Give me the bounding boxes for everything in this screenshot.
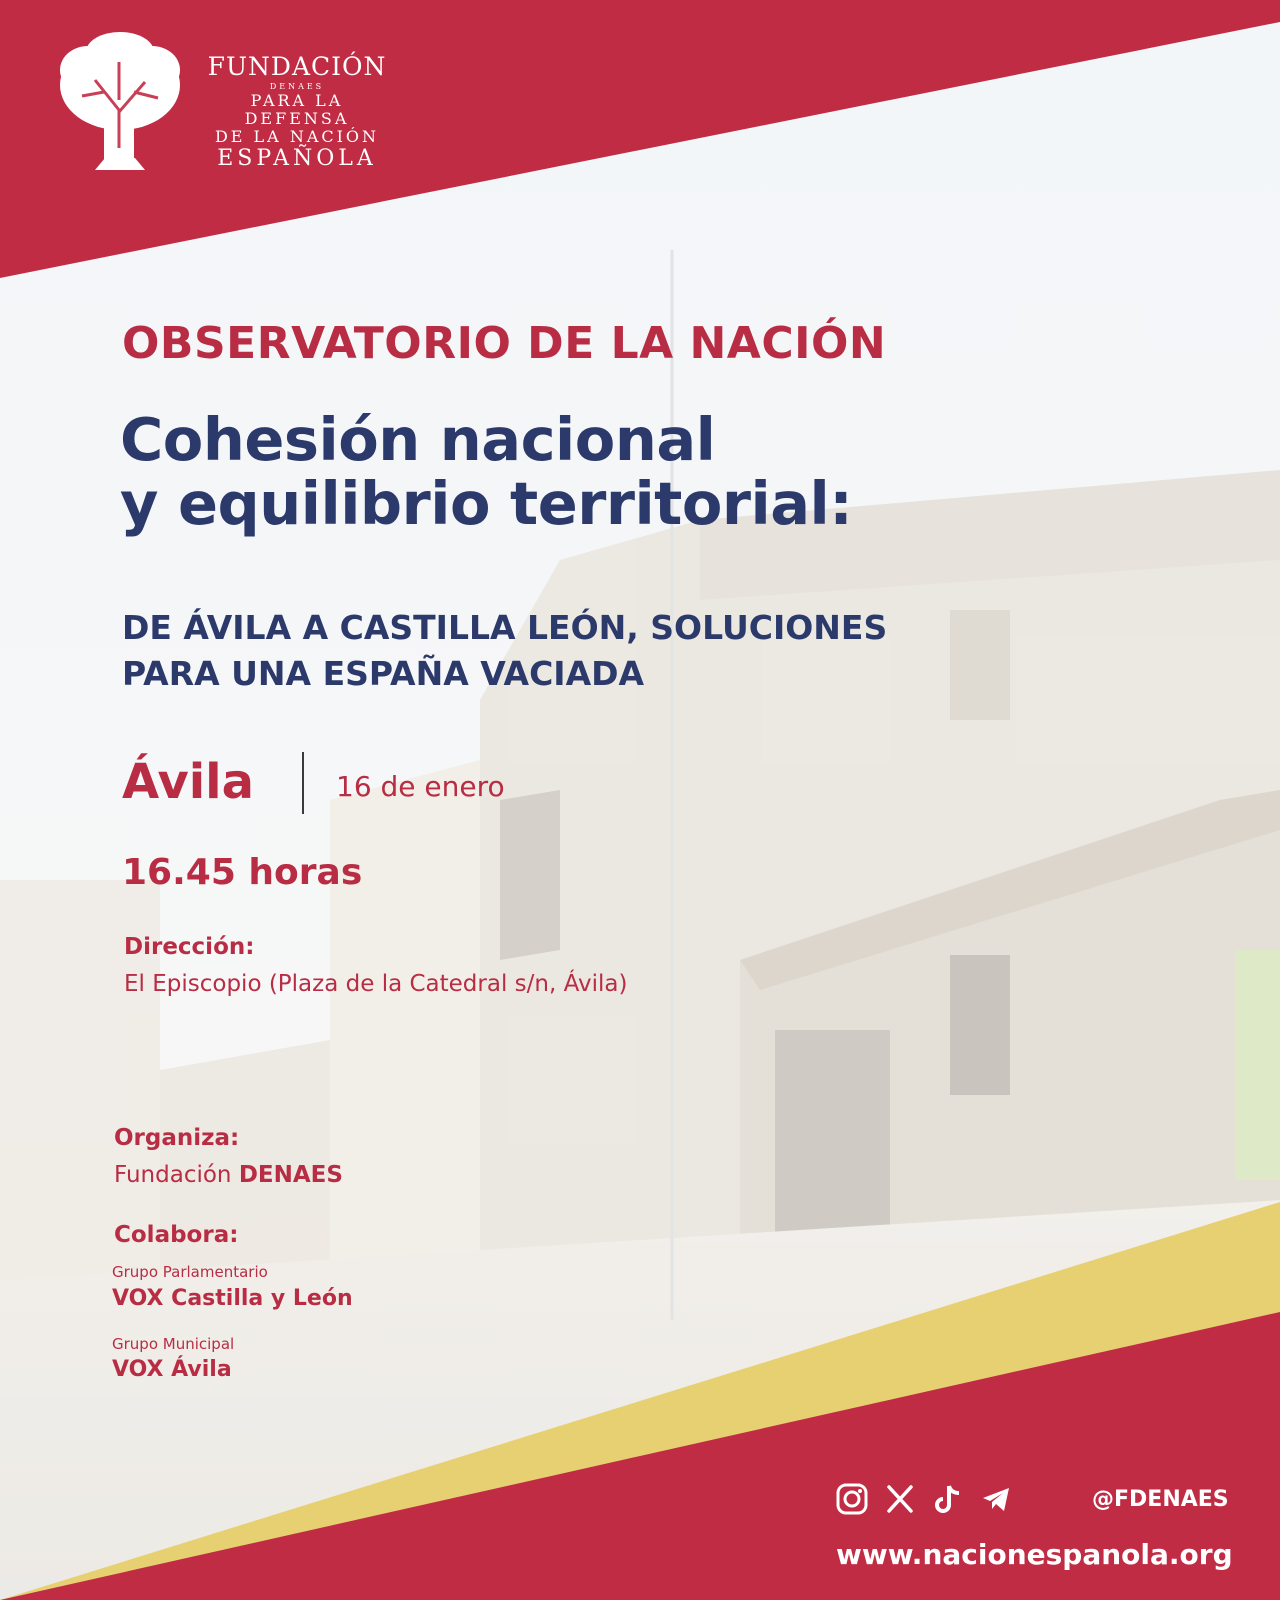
colab2-subtitle: Grupo Municipal — [112, 1335, 235, 1353]
organiza-name: DENAES — [238, 1162, 343, 1188]
event-subtitle-line-2: PARA UNA ESPAÑA VACIADA — [122, 654, 645, 693]
event-date: 16 de enero — [336, 770, 505, 803]
logo-wordmark — [202, 52, 392, 172]
event-title-line-1: Cohesión nacional — [120, 405, 716, 474]
organiza-value — [114, 1162, 343, 1188]
logo-line-nacion: DE LA NACIÓN — [214, 127, 380, 146]
tiktok-icon[interactable] — [931, 1482, 965, 1516]
organiza-prefix: Fundación — [114, 1162, 239, 1188]
address-label: Dirección: — [124, 934, 255, 960]
event-subtitle — [122, 605, 887, 697]
colab1-name: VOX Castilla y León — [112, 1286, 353, 1311]
social-icons — [835, 1482, 1013, 1516]
logo-line-defensa: PARA LA DEFENSA — [244, 91, 350, 128]
event-title — [120, 405, 853, 538]
logo-line-espanola: ESPAÑOLA — [217, 146, 377, 171]
series-heading: OBSERVATORIO DE LA NACIÓN — [122, 318, 887, 369]
event-title-line-2: y equilibrio territorial: — [120, 469, 853, 538]
colabora-label: Colabora: — [114, 1222, 239, 1248]
event-subtitle-line-1: DE ÁVILA A CASTILLA LEÓN, SOLUCIONES — [122, 608, 888, 647]
instagram-icon[interactable] — [835, 1482, 869, 1516]
logo-line-fundacion: FUNDACIÓN — [207, 52, 387, 81]
social-handle[interactable]: @FDENAES — [1092, 1487, 1229, 1512]
telegram-icon[interactable] — [979, 1482, 1013, 1516]
event-time: 16.45 horas — [122, 852, 363, 893]
organiza-label: Organiza: — [114, 1125, 240, 1151]
address-value: El Episcopio (Plaza de la Catedral s/n, Ávila) — [124, 971, 628, 997]
x-icon[interactable] — [883, 1482, 917, 1516]
website-link[interactable]: www.nacionespanola.org — [836, 1538, 1233, 1571]
colab2-name: VOX Ávila — [112, 1357, 232, 1382]
logo-line-denaes: DENAES — [269, 82, 325, 91]
colab1-subtitle: Grupo Parlamentario — [112, 1263, 268, 1281]
city-date-divider — [302, 752, 304, 814]
event-city: Ávila — [122, 754, 255, 810]
